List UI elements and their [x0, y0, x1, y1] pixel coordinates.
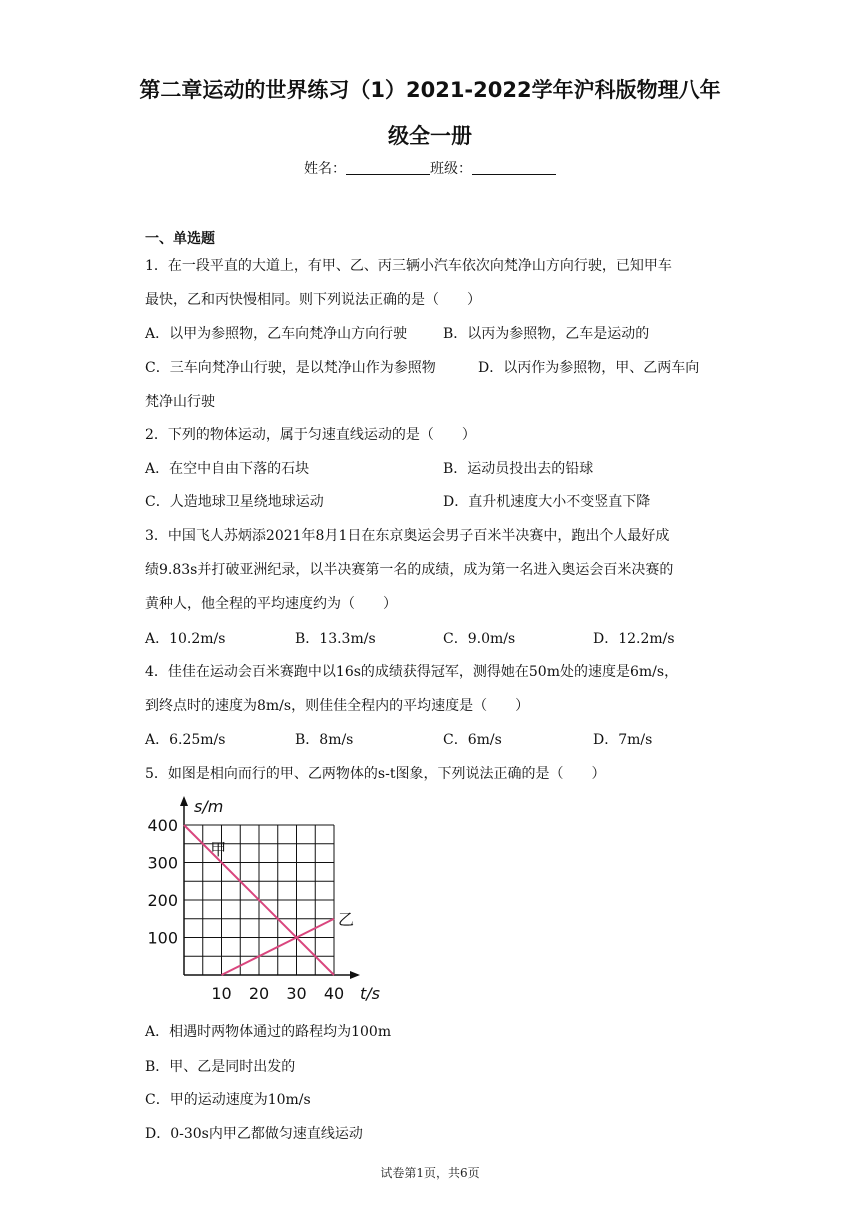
- student-info: [0, 158, 860, 178]
- q3-stem-line-1: 3．中国飞人苏炳添2021年8月1日在东京奥运会男子百米半决赛中，跑出个人最好成: [145, 528, 670, 544]
- x-tick-label: 30: [286, 984, 307, 1003]
- title-line-1: 第二章运动的世界练习（1）2021-2022学年沪科版物理八年: [139, 78, 721, 102]
- q1-option-a: A．以甲为参照物，乙车向梵净山方向行驶: [145, 326, 408, 342]
- name-blank[interactable]: [346, 160, 430, 175]
- q2-option-c: C．人造地球卫星绕地球运动: [145, 494, 324, 510]
- x-tick-label: 20: [248, 984, 270, 1003]
- q3-option-b: B．13.3m/s: [295, 631, 376, 647]
- section-heading: 一、单选题: [145, 231, 215, 247]
- q2-option-d: D．直升机速度大小不变竖直下降: [443, 494, 651, 510]
- q5-stem: 5．如图是相向而行的甲、乙两物体的s-t图象，下列说法正确的是（ ）: [145, 766, 606, 782]
- y-tick-label: 200: [147, 891, 178, 910]
- name-label: 姓名：: [304, 161, 346, 177]
- y-tick-label: 100: [147, 928, 178, 948]
- q2-option-b: B．运动员投出去的铅球: [443, 461, 594, 477]
- q5-option-d: D．0-30s内甲乙都做匀速直线运动: [145, 1126, 363, 1142]
- q1-option-c: C．三车向梵净山行驶，是以梵净山作为参照物: [145, 360, 436, 376]
- q1-option-b: B．以丙为参照物，乙车是运动的: [443, 326, 650, 342]
- q3-stem-line-2: 绩9.83s并打破亚洲纪录，以半决赛第一名的成绩，成为第一名进入奥运会百米决赛的: [145, 562, 674, 578]
- x-tick-label: 40: [323, 984, 345, 1003]
- q1-option-d-cont: 梵净山行驶: [145, 394, 215, 410]
- title-line-2: 级全一册: [388, 124, 472, 148]
- q3-stem-line-3: 黄种人，他全程的平均速度约为（ ）: [145, 596, 397, 612]
- series-label-yi: 乙: [338, 909, 355, 929]
- q1-option-d: D．以丙作为参照物，甲、乙两车向: [478, 360, 700, 376]
- q4-option-b: B．8m/s: [295, 732, 354, 748]
- x-axis-label: t/s: [360, 984, 380, 1003]
- q4-option-a: A．6.25m/s: [145, 732, 226, 748]
- page-footer: 试卷第1页，共6页: [380, 1166, 480, 1180]
- x-axis-arrow: [350, 971, 360, 979]
- y-axis-label: s/m: [194, 797, 224, 816]
- y-tick-label: 300: [147, 853, 178, 873]
- q4-stem-line-2: 到终点时的速度为8m/s，则佳佳全程内的平均速度是（ ）: [145, 698, 530, 714]
- st-graph: [140, 790, 400, 1010]
- x-tick-label: 10: [211, 984, 232, 1003]
- q5-option-b: B．甲、乙是同时出发的: [145, 1059, 296, 1075]
- q2-option-a: A．在空中自由下落的石块: [145, 461, 310, 477]
- q5-option-a: A．相遇时两物体通过的路程均为100m: [145, 1024, 392, 1040]
- q2-stem: 2．下列的物体运动，属于匀速直线运动的是（ ）: [145, 427, 476, 443]
- q1-stem-line-2: 最快，乙和丙快慢相同。则下列说法正确的是（ ）: [145, 292, 481, 308]
- q3-option-c: C．9.0m/s: [443, 631, 516, 647]
- q4-stem-line-1: 4．佳佳在运动会百米赛跑中以16s的成绩获得冠军，测得她在50m处的速度是6m/s，: [145, 664, 679, 680]
- class-label: 班级：: [430, 161, 472, 177]
- q5-option-c: C．甲的运动速度为10m/s: [145, 1092, 311, 1108]
- y-tick-label: 400: [147, 816, 178, 835]
- q4-option-c: C．6m/s: [443, 732, 502, 748]
- q3-option-a: A．10.2m/s: [145, 631, 226, 647]
- series-label-jia: 甲: [210, 840, 227, 859]
- q1-stem-line-1: 1．在一段平直的大道上，有甲、乙、丙三辆小汽车依次向梵净山方向行驶，已知甲车: [145, 258, 672, 274]
- q3-option-d: D．12.2m/s: [593, 631, 675, 647]
- class-blank[interactable]: [472, 160, 556, 175]
- q4-option-d: D．7m/s: [593, 732, 653, 748]
- y-axis-arrow: [180, 796, 188, 806]
